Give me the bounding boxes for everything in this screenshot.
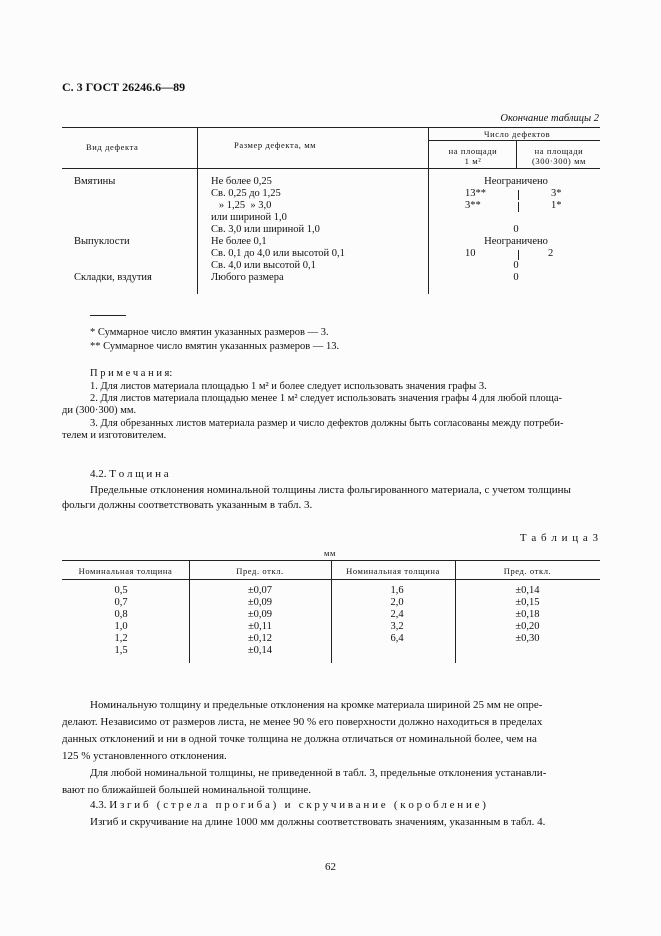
table3-cell: 2,0 [390, 597, 404, 608]
table2-head-defect-count: Число дефектов [484, 129, 551, 139]
table2-row-size: или шириной 1,0 [211, 212, 287, 223]
table2-row-type: Вмятины [74, 176, 116, 187]
table2-row-col4: 3* [551, 188, 562, 199]
table3-cell: ±0,15 [515, 597, 540, 608]
table3-cell: ±0,18 [515, 609, 540, 620]
footnote: * Суммарное число вмятин указанных размеров — 3. [90, 327, 329, 338]
table3-cell: 0,5 [114, 585, 128, 596]
table2-row-size: Св. 3,0 или шириной 1,0 [211, 224, 320, 235]
table2-row-size: Не более 0,25 [211, 176, 272, 187]
table2-row-size: Не более 0,1 [211, 236, 267, 247]
page-number: 62 [325, 861, 336, 873]
body-text-line: Номинальную толщину и предельные отклонения на кромке материала шириной 25 мм не опре- [90, 699, 543, 711]
table2-vline-3 [516, 140, 517, 168]
table2-head-col3-line2: 1 м² [464, 156, 482, 166]
table2-vline-2 [428, 127, 429, 294]
table2-row-size: Св. 0,1 до 4,0 или высотой 0,1 [211, 248, 345, 259]
table3-cell: 1,6 [390, 585, 404, 596]
table3-cell: 1,0 [114, 621, 128, 632]
footnote: ** Суммарное число вмятин указанных размеров — 13. [90, 341, 340, 352]
table3-caption: Т а б л и ц а 3 [519, 532, 599, 544]
table2-head-col4-line1: на площади [534, 146, 584, 156]
note-line: 1. Для листов материала площадью 1 м² и более следует использовать значения графы 3. [90, 381, 487, 392]
table2-row-type: Складки, вздутия [74, 272, 152, 283]
note-line: ди (300·300) мм. [62, 405, 137, 416]
table3-head-deviation: Пред. откл. [236, 566, 284, 576]
table3-cell: ±0,07 [247, 585, 273, 596]
table3-cell: ±0,14 [515, 585, 540, 596]
table2-row-col3: 10 [465, 248, 476, 259]
table-continuation-label: Окончание таблицы 2 [500, 113, 599, 124]
footnote-rule [90, 315, 126, 316]
note-line: 2. Для листов материала площадью менее 1 м² следует использовать значения графы 4 для любой площа- [90, 393, 562, 404]
table2-row-size: Св. 0,25 до 1,25 [211, 188, 281, 199]
table3-cell: 3,2 [390, 621, 404, 632]
table3-head-thickness: Номинальная толщина [346, 566, 440, 576]
section-4-3-text: Изгиб и скручивание на длине 1000 мм должны соответствовать значениям, указанным в табл. 4. [90, 816, 546, 828]
note-line: 3. Для обрезанных листов материала размер и число дефектов должны быть согласованы между потреби- [90, 418, 564, 429]
table2-row-count: Неограничено [484, 236, 548, 247]
table3-cell: 0,8 [114, 609, 128, 620]
body-text-line: вают по ближайшей большей номинальной толщине. [62, 784, 312, 796]
table3-cell: 1,5 [114, 645, 128, 656]
table2-row-col3: 13** [465, 188, 486, 199]
table2-row-count: Неограничено [484, 176, 548, 187]
table2-cell-divider [518, 250, 519, 260]
table2-row-col4: 2 [548, 248, 554, 259]
table2-head-col3-line1: на площади [448, 146, 498, 156]
table3-cell: 2,4 [390, 609, 404, 620]
table2-row-type: Выпуклости [74, 236, 130, 247]
table2-row-count: 0 [513, 260, 519, 271]
table3-cell: 6,4 [390, 633, 404, 644]
table2-row-col3: 3** [465, 200, 481, 211]
table3-cell: ±0,11 [248, 621, 272, 632]
table2-head-defect-size: Размер дефекта, мм [234, 140, 317, 150]
table2-top-rule [62, 127, 600, 128]
table2-row-size: » 1,25 » 3,0 [211, 200, 272, 211]
note-line: телем и изготовителем. [62, 430, 167, 441]
section-4-2-text: Предельные отклонения номинальной толщины листа фольгированного материала, с учетом толщины [90, 484, 571, 496]
body-text-line: Для любой номинальной толщины, не приведенной в табл. 3, предельные отклонения устанавли- [90, 767, 547, 779]
table3-cell: ±0,09 [247, 597, 273, 608]
page-header: С. 3 ГОСТ 26246.6—89 [62, 80, 186, 94]
table2-row-size: Любого размера [211, 272, 284, 283]
table2-row-size: Св. 4,0 или высотой 0,1 [211, 260, 316, 271]
section-4-2-text: фольги должны соответствовать указанным в табл. 3. [62, 499, 313, 511]
table2-header-rule [62, 168, 600, 169]
table3-cell: ±0,12 [247, 633, 273, 644]
table3-cell: 1,2 [114, 633, 128, 644]
table2-cell-divider [518, 190, 519, 200]
table2-cell-divider [518, 202, 519, 212]
body-text-line: 125 % установленного отклонения. [62, 750, 227, 762]
table3-unit: мм [324, 548, 336, 558]
table3-head-thickness: Номинальная толщина [78, 566, 173, 576]
table3-cell: ±0,20 [515, 621, 540, 632]
table2-group-rule [428, 140, 600, 141]
table2-head-defect-type: Вид дефекта [86, 142, 139, 152]
table2-vline-1 [197, 127, 198, 294]
table2-row-count: 0 [513, 224, 519, 235]
section-4-3-title: 4.3. И з г и б ( с т р е л а п р о г и б а ) и с к р у ч и в а н и е ( к о р о б л е н и е ) [90, 799, 486, 811]
body-text-line: делают. Независимо от размеров листа, не менее 90 % его поверхности должно находиться в пределах [62, 716, 543, 728]
table2-row-col4: 1* [551, 200, 562, 211]
notes-title: П р и м е ч а н и я: [90, 368, 173, 379]
table3-cell: ±0,14 [247, 645, 273, 656]
body-text-line: данных отклонений и ни в одной точке толщина не должна отличаться от номинальной более, чем на [62, 733, 537, 745]
table2-head-col4-line2: (300·300) мм [531, 156, 587, 166]
section-4-2-title: 4.2. Т о л щ и н а [90, 468, 169, 480]
table3-head-deviation: Пред. откл. [503, 566, 552, 576]
table2-row-count: 0 [513, 272, 519, 283]
table3-cell: 0,7 [114, 597, 128, 608]
table3-cell: ±0,09 [247, 609, 273, 620]
table3-cell: ±0,30 [515, 633, 540, 644]
